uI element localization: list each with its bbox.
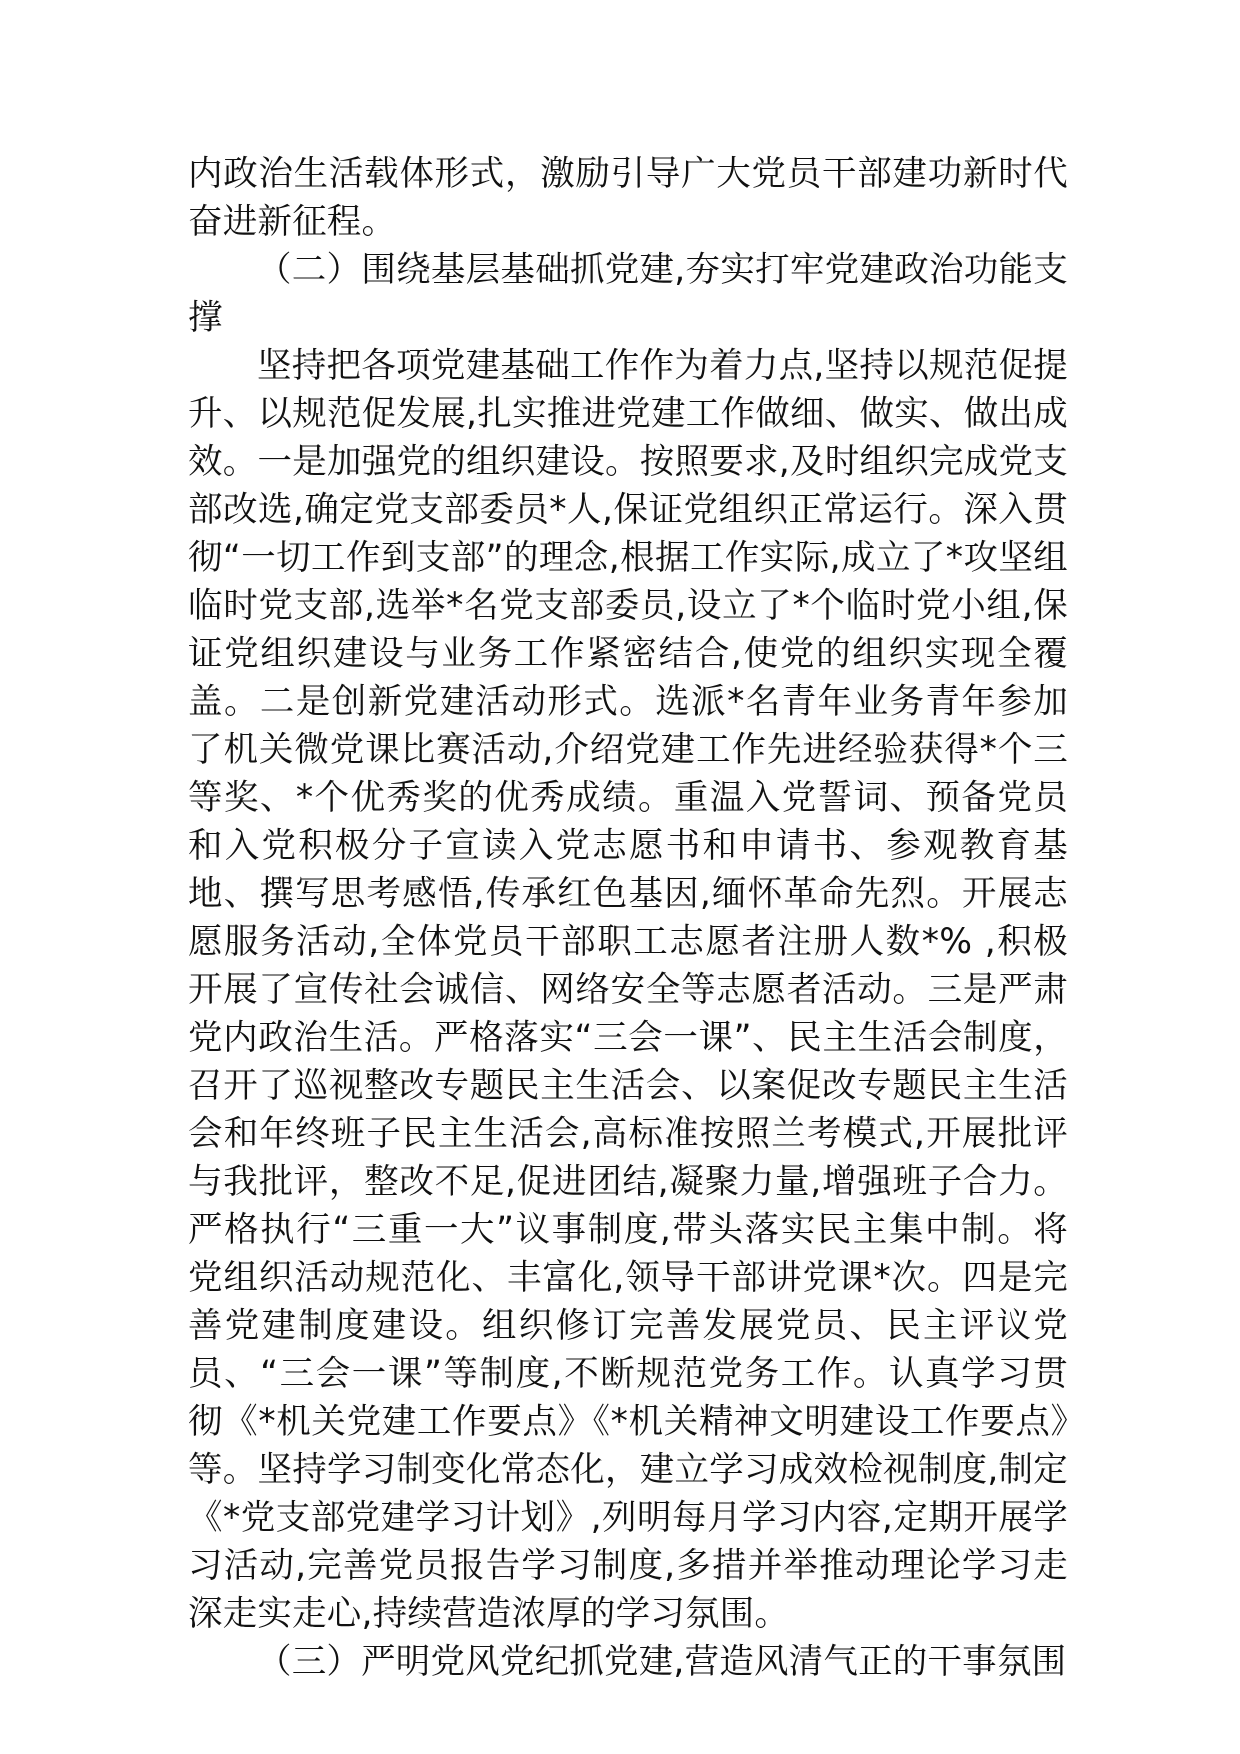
section-heading-three: （三）严明党风党纪抓党建,营造风清气正的干事氛围 [257,1642,1067,1682]
document-page [188,150,1068,1690]
section-heading-two: （二）围绕基层基础抓党建,夯实打牢党建政治功能支撑 [188,250,1068,338]
body-paragraph-continued: 内政治生活载体形式，激励引导广大党员干部建功新时代奋进新征程。 [188,154,1068,242]
body-paragraph-main: 坚持把各项党建基础工作作为着力点,坚持以规范促提升、以规范促发展,扎实推进党建工作做细、做实、做出成效。一是加强党的组织建设。按照要求,及时组织完成党支部改选,确定党支部委员*人,保证党组织正常运行。深入贯彻“一切工作到支部”的理念,根据工作实际,成立了*攻坚组临时党支部,选举*名党支部委员,设立了*个临时党小组,保证党组织建设与业务工作紧密结合,使党的组织实现全覆盖。二是创新党建活动形式。选派*名青年业务青年参加了机关微党课比赛活动,介绍党建工作先进经验获得*个三等奖、*个优秀奖的优秀成绩。重温入党誓词、预备党员和入党积极分子宣读入党志愿书和申请书、参观教育基地、撰写思考感悟,传承红色基因,缅怀革命先烈。开展志愿服务活动,全体党员干部职工志愿者注册人数*% ,积极开展了宣传社会诚信、网络安全等志愿者活动。三是严肃党内政治生活。严格落实“三会一课”、民主生活会制度，召开了巡视整改专题民主生活会、以案促改专题民主生活会和年终班子民主生活会,高标准按照兰考模式,开展批评与我批评，整改不足,促进团结,凝聚力量,增强班子合力。严格执行“三重一大”议事制度,带头落实民主集中制。将党组织活动规范化、丰富化,领导干部讲党课*次。四是完善党建制度建设。组织修订完善发展党员、民主评议党员、“三会一课”等制度,不断规范党务工作。认真学习贯彻《*机关党建工作要点》《*机关精神文明建设工作要点》等。坚持学习制变化常态化，建立学习成效检视制度,制定《*党支部党建学习计划》,列明每月学习内容,定期开展学习活动,完善党员报告学习制度,多措并举推动理论学习走深走实走心,持续营造浓厚的学习氛围。 [188,346,1068,1634]
